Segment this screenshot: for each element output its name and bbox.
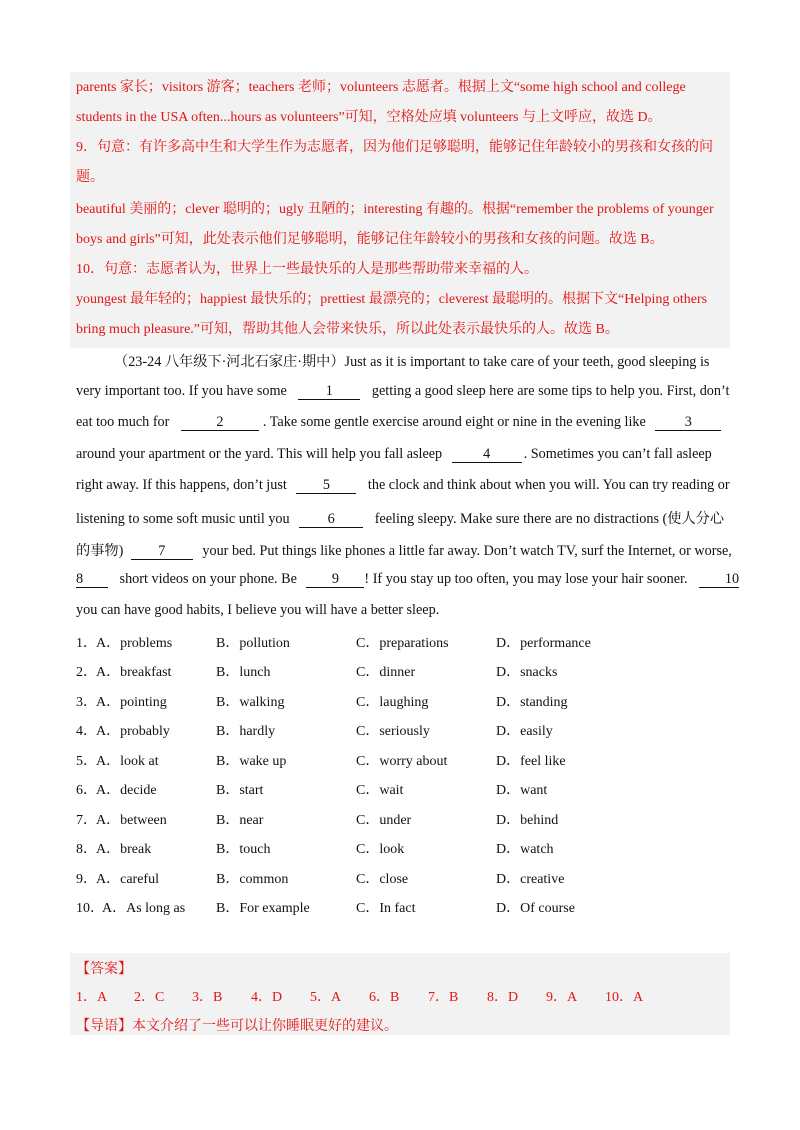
passage-line: 的事物) 7 your bed. Put things like phones a little far away. Don’t watch TV, surf the Internet, or worse, xyxy=(76,543,732,559)
option-a[interactable]: A．probably xyxy=(96,724,170,739)
passage-source: （23-24 八年级下·河北石家庄·期中） xyxy=(114,354,345,370)
option-number: 3． xyxy=(76,695,97,710)
option-number: 10． xyxy=(76,901,104,916)
answer-item: 3．B xyxy=(192,990,223,1005)
passage-line: you can have good habits, I believe you will have a better sleep. xyxy=(76,602,440,618)
option-b[interactable]: B．pollution xyxy=(216,636,290,651)
option-number: 9． xyxy=(76,872,97,887)
option-number: 6． xyxy=(76,783,97,798)
explanation-line: youngest 最年轻的；happiest 最快乐的；prettiest 最漂亮的；cleverest 最聪明的。根据下文“Helping others xyxy=(76,292,708,307)
option-d[interactable]: D．watch xyxy=(496,842,554,857)
guide-text: 本文介绍了一些可以让你睡眠更好的建议。 xyxy=(132,1019,398,1034)
option-c[interactable]: C．In fact xyxy=(356,901,416,916)
option-b[interactable]: B．common xyxy=(216,872,289,887)
option-a[interactable]: A．decide xyxy=(96,783,157,798)
option-a[interactable]: A．problems xyxy=(96,636,173,651)
option-c[interactable]: C．seriously xyxy=(356,724,430,739)
option-number: 4． xyxy=(76,724,97,739)
guide-label: 【导语】 xyxy=(76,1019,132,1034)
option-d[interactable]: D．feel like xyxy=(496,754,566,769)
option-c[interactable]: C．preparations xyxy=(356,636,449,651)
option-c[interactable]: C．worry about xyxy=(356,754,448,769)
option-number: 5． xyxy=(76,754,97,769)
explanation-line: students in the USA often...hours as volunteers”可知，空格处应填 volunteers 与上文呼应，故选 D。 xyxy=(76,110,662,125)
option-a[interactable]: A．careful xyxy=(96,872,159,887)
passage-line: listening to some soft music until you 6 feeling sleepy. Make sure there are no distractions (使人分心 xyxy=(76,511,725,527)
blank-8[interactable]: 8 xyxy=(76,571,108,588)
option-b[interactable]: B．near xyxy=(216,813,264,828)
explanation-line: boys and girls”可知，此处表示他们足够聪明，能够记住年龄较小的男孩和女孩的问题。故选 B。 xyxy=(76,232,664,247)
option-b[interactable]: B．hardly xyxy=(216,724,276,739)
explanation-line: 题。 xyxy=(76,170,104,185)
option-c[interactable]: C．close xyxy=(356,872,409,887)
option-b[interactable]: B．start xyxy=(216,783,264,798)
passage-line: eat too much for 2 . Take some gentle exercise around eight or nine in the evening like 3 xyxy=(76,414,721,431)
option-number: 8． xyxy=(76,842,97,857)
blank-7[interactable]: 7 xyxy=(131,543,193,560)
option-number: 2． xyxy=(76,665,97,680)
option-a[interactable]: A．pointing xyxy=(96,695,167,710)
option-b[interactable]: B．touch xyxy=(216,842,271,857)
answer-item: 6．B xyxy=(369,990,400,1005)
option-number: 7． xyxy=(76,813,97,828)
option-b[interactable]: B．For example xyxy=(216,901,310,916)
blank-6[interactable]: 6 xyxy=(299,511,363,528)
blank-1[interactable]: 1 xyxy=(298,383,360,400)
passage-line: right away. If this happens, don’t just 5 the clock and think about when you will. You can try reading or xyxy=(76,477,730,493)
option-b[interactable]: B．walking xyxy=(216,695,285,710)
answer-item: 8．D xyxy=(487,990,519,1005)
blank-10[interactable]: 10 xyxy=(699,571,739,588)
option-b[interactable]: B．lunch xyxy=(216,665,271,680)
guide-line xyxy=(76,1015,398,1035)
option-d[interactable]: D．performance xyxy=(496,636,591,651)
option-d[interactable]: D．creative xyxy=(496,872,565,887)
option-d[interactable]: D．want xyxy=(496,783,548,798)
explanation-line: bring much pleasure.”可知，帮助其他人会带来快乐，所以此处表示最快乐的人。故选 B。 xyxy=(76,322,619,337)
option-c[interactable]: C．dinner xyxy=(356,665,416,680)
option-a[interactable]: A．between xyxy=(96,813,167,828)
option-d[interactable]: D．Of course xyxy=(496,901,575,916)
option-c[interactable]: C．wait xyxy=(356,783,404,798)
blank-4[interactable]: 4 xyxy=(452,446,522,463)
passage-line: around your apartment or the yard. This will help you fall asleep 4 . Sometimes you can’t fall asleep xyxy=(76,446,712,462)
option-d[interactable]: D．snacks xyxy=(496,665,558,680)
option-a[interactable]: A．breakfast xyxy=(96,665,172,680)
answer-item: 7．B xyxy=(428,990,459,1005)
option-a[interactable]: A．As long as xyxy=(102,901,186,916)
blank-2[interactable]: 2 xyxy=(181,414,259,431)
blank-3[interactable]: 3 xyxy=(655,414,721,431)
passage-line: （23-24 八年级下·河北石家庄·期中）Just as it is important to take care of your teeth, good sleeping is xyxy=(114,354,710,370)
option-a[interactable]: A．break xyxy=(96,842,152,857)
option-number: 1． xyxy=(76,636,97,651)
explanation-line: parents 家长；visitors 游客；teachers 老师；volunteers 志愿者。根据上文“some high school and college xyxy=(76,80,686,95)
explanation-line: beautiful 美丽的；clever 聪明的；ugly 丑陋的；interesting 有趣的。根据“remember the problems of younger xyxy=(76,202,714,217)
answer-item: 2．C xyxy=(134,990,165,1005)
blank-9[interactable]: 9 xyxy=(306,571,364,588)
blank-5[interactable]: 5 xyxy=(296,477,356,494)
option-b[interactable]: B．wake up xyxy=(216,754,287,769)
option-c[interactable]: C．under xyxy=(356,813,412,828)
answer-heading: 【答案】 xyxy=(76,962,132,977)
answer-item: 4．D xyxy=(251,990,283,1005)
option-d[interactable]: D．standing xyxy=(496,695,568,710)
passage-line: 8 short videos on your phone. Be 9 ! If you stay up too often, you may lose your hair sooner. 10 xyxy=(76,571,740,587)
option-d[interactable]: D．behind xyxy=(496,813,559,828)
option-c[interactable]: C．laughing xyxy=(356,695,429,710)
option-c[interactable]: C．look xyxy=(356,842,405,857)
option-a[interactable]: A．look at xyxy=(96,754,159,769)
answer-item: 9．A xyxy=(546,990,578,1005)
option-d[interactable]: D．easily xyxy=(496,724,553,739)
answer-item: 5．A xyxy=(310,990,342,1005)
explanation-line: 9．句意：有许多高中生和大学生作为志愿者，因为他们足够聪明，能够记住年龄较小的男孩和女孩的问 xyxy=(76,140,713,155)
passage-line: very important too. If you have some 1 getting a good sleep here are some tips to help you. First, don’t xyxy=(76,383,730,399)
answer-item: 10．A xyxy=(605,990,644,1005)
answer-item: 1．A xyxy=(76,990,108,1005)
explanation-line: 10．句意：志愿者认为，世界上一些最快乐的人是那些帮助带来幸福的人。 xyxy=(76,262,538,277)
